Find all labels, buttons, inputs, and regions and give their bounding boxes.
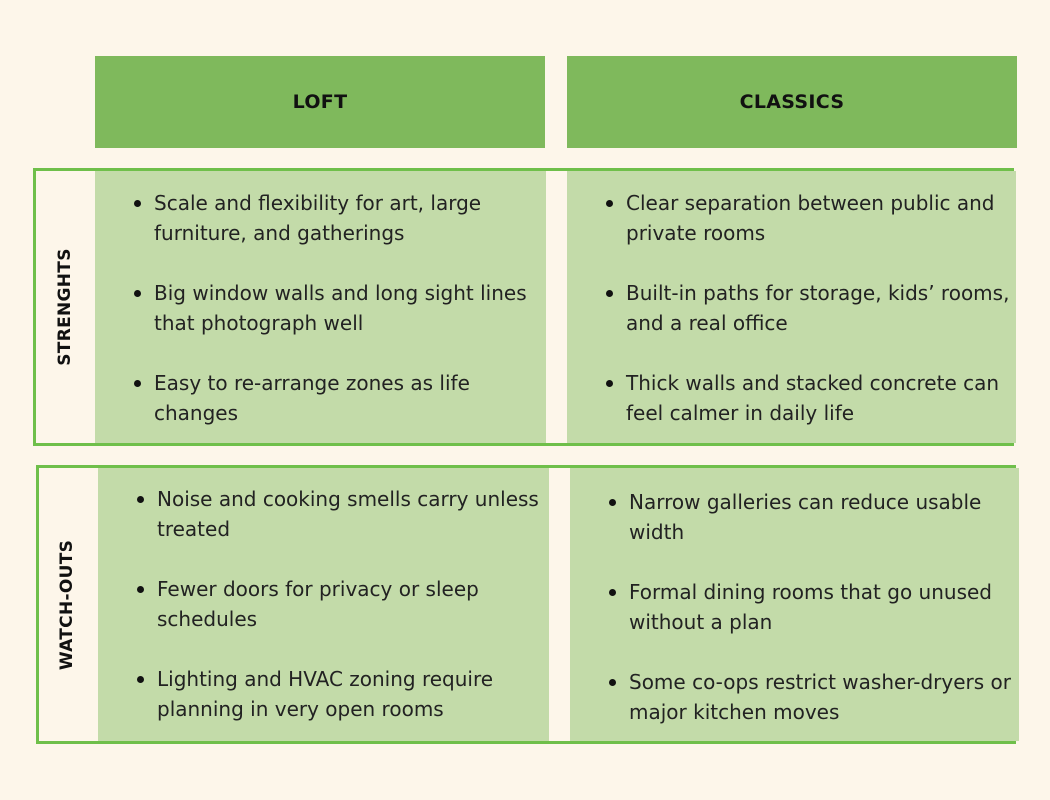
strengths-loft-cell	[95, 171, 546, 443]
list-item: Formal dining rooms that go unused without a plan	[570, 577, 1019, 637]
list-item: Big window walls and long sight lines that photograph well	[95, 278, 546, 338]
column-header-classics	[567, 56, 1017, 148]
watchouts-loft-cell	[98, 468, 549, 741]
list-item: Clear separation between public and private rooms	[567, 188, 1016, 248]
strengths-row-label	[36, 171, 93, 443]
list-item: Narrow galleries can reduce usable width	[570, 487, 1019, 547]
list-item: Easy to re-arrange zones as life changes	[95, 368, 546, 428]
strengths-row	[33, 168, 1014, 446]
bullet-icon	[606, 290, 613, 297]
bullet-icon	[137, 586, 144, 593]
list-item: Built-in paths for storage, kids’ rooms, and a real office	[567, 278, 1016, 338]
bullet-icon	[134, 380, 141, 387]
bullet-icon	[606, 200, 613, 207]
column-header-classics-label: CLASSICS	[739, 91, 845, 113]
list-item: Some co-ops restrict washer-dryers or major kitchen moves	[570, 667, 1019, 727]
watchouts-row	[36, 465, 1016, 744]
list-item: Lighting and HVAC zoning require planning in very open rooms	[98, 664, 549, 724]
bullet-icon	[134, 200, 141, 207]
watchouts-row-label	[39, 468, 96, 741]
strengths-label-text: STRENGHTS	[54, 248, 75, 366]
list-item: Fewer doors for privacy or sleep schedules	[98, 574, 549, 634]
strengths-classics-cell	[567, 171, 1016, 443]
bullet-icon	[606, 380, 613, 387]
bullet-icon	[134, 290, 141, 297]
list-item: Scale and flexibility for art, large furniture, and gatherings	[95, 188, 546, 248]
list-item: Thick walls and stacked concrete can feel calmer in daily life	[567, 368, 1016, 428]
bullet-icon	[609, 679, 616, 686]
bullet-icon	[609, 589, 616, 596]
bullet-icon	[137, 496, 144, 503]
list-item: Noise and cooking smells carry unless treated	[98, 484, 549, 544]
watchouts-classics-cell	[570, 468, 1019, 741]
column-header-loft-label: LOFT	[292, 91, 348, 113]
bullet-icon	[609, 499, 616, 506]
column-header-loft	[95, 56, 545, 148]
watchouts-label-text: WATCH-OUTS	[57, 539, 78, 670]
bullet-icon	[137, 676, 144, 683]
